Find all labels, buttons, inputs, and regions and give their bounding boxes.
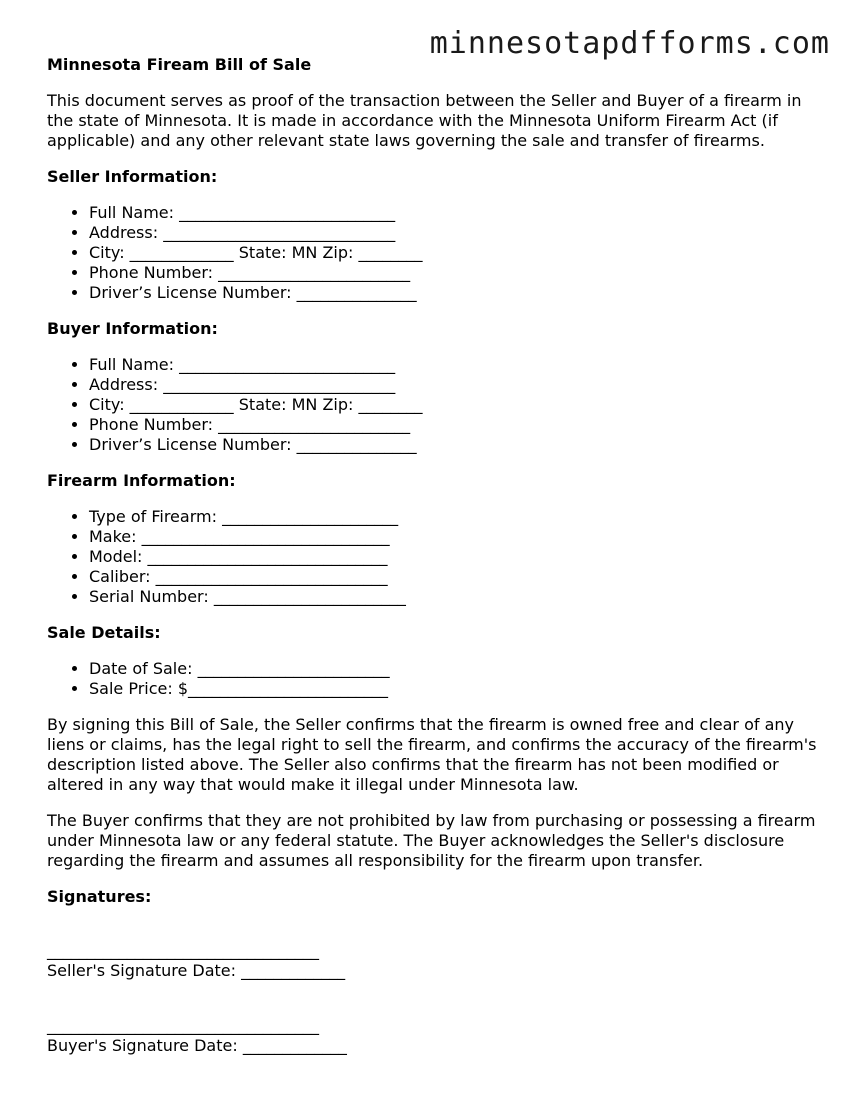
buyer-license-field: • Driver’s License Number: _______________ [89, 435, 827, 455]
buyer-address-field: • Address: _____________________________ [89, 375, 827, 395]
buyer-phone-field: • Phone Number: ________________________ [89, 415, 827, 435]
firearm-serial-field: • Serial Number: ________________________ [89, 587, 827, 607]
seller-signature-block [47, 941, 827, 981]
firearm-type-field: • Type of Firearm: ______________________ [89, 507, 827, 527]
document-title: Minnesota Fiream Bill of Sale [47, 55, 312, 74]
firearm-caliber-field: • Caliber: _____________________________ [89, 567, 827, 587]
firearm-section-heading: Firearm Information: [47, 471, 236, 490]
buyer-field-list [47, 355, 827, 455]
firearm-make-field: • Make: _______________________________ [89, 527, 827, 547]
seller-city-state-zip-field: • City: _____________ State: MN Zip: ________ [89, 243, 827, 263]
seller-confirmation-paragraph: By signing this Bill of Sale, the Seller confirms that the firearm is owned free and clear of any liens or claims, has the legal right to sell the firearm, and confirms the accuracy of the firearm's description listed above. The Seller also confirms that the firearm has not been modified or altered in any way that would make it illegal under Minnesota law. [47, 715, 817, 794]
document-body [47, 55, 827, 1073]
seller-field-list [47, 203, 827, 303]
seller-address-field: • Address: _____________________________ [89, 223, 827, 243]
buyer-signature-label: Buyer's Signature Date: _____________ [47, 1036, 347, 1055]
buyer-section-heading: Buyer Information: [47, 319, 218, 338]
sale-field-list [47, 659, 827, 699]
signatures-heading: Signatures: [47, 887, 152, 906]
seller-phone-field: • Phone Number: ________________________ [89, 263, 827, 283]
buyer-signature-block [47, 1016, 827, 1056]
buyer-city-state-zip-field: • City: _____________ State: MN Zip: ________ [89, 395, 827, 415]
buyer-signature-line: __________________________________ [47, 1016, 319, 1035]
seller-signature-line: __________________________________ [47, 941, 319, 960]
buyer-full-name-field: • Full Name: ___________________________ [89, 355, 827, 375]
firearm-field-list [47, 507, 827, 607]
seller-signature-label: Seller's Signature Date: _____________ [47, 961, 346, 980]
seller-full-name-field: • Full Name: ___________________________ [89, 203, 827, 223]
buyer-confirmation-paragraph: The Buyer confirms that they are not prohibited by law from purchasing or possessing a firearm under Minnesota law or any federal statute. The Buyer acknowledges the Seller's disclosure regarding the firearm and assumes all responsibility for the firearm upon transfer. [47, 811, 816, 870]
site-watermark: minnesotapdfforms.com [429, 26, 830, 61]
seller-section-heading: Seller Information: [47, 167, 218, 186]
firearm-model-field: • Model: ______________________________ [89, 547, 827, 567]
sale-section-heading: Sale Details: [47, 623, 161, 642]
sale-price-field: • Sale Price: $_________________________ [89, 679, 827, 699]
intro-paragraph: This document serves as proof of the transaction between the Seller and Buyer of a firearm in the state of Minnesota. It is made in accordance with the Minnesota Uniform Firearm Act (if applicable) and any other relevant state laws governing the sale and transfer of firearms. [47, 91, 802, 150]
seller-license-field: • Driver’s License Number: _______________ [89, 283, 827, 303]
sale-date-field: • Date of Sale: ________________________ [89, 659, 827, 679]
